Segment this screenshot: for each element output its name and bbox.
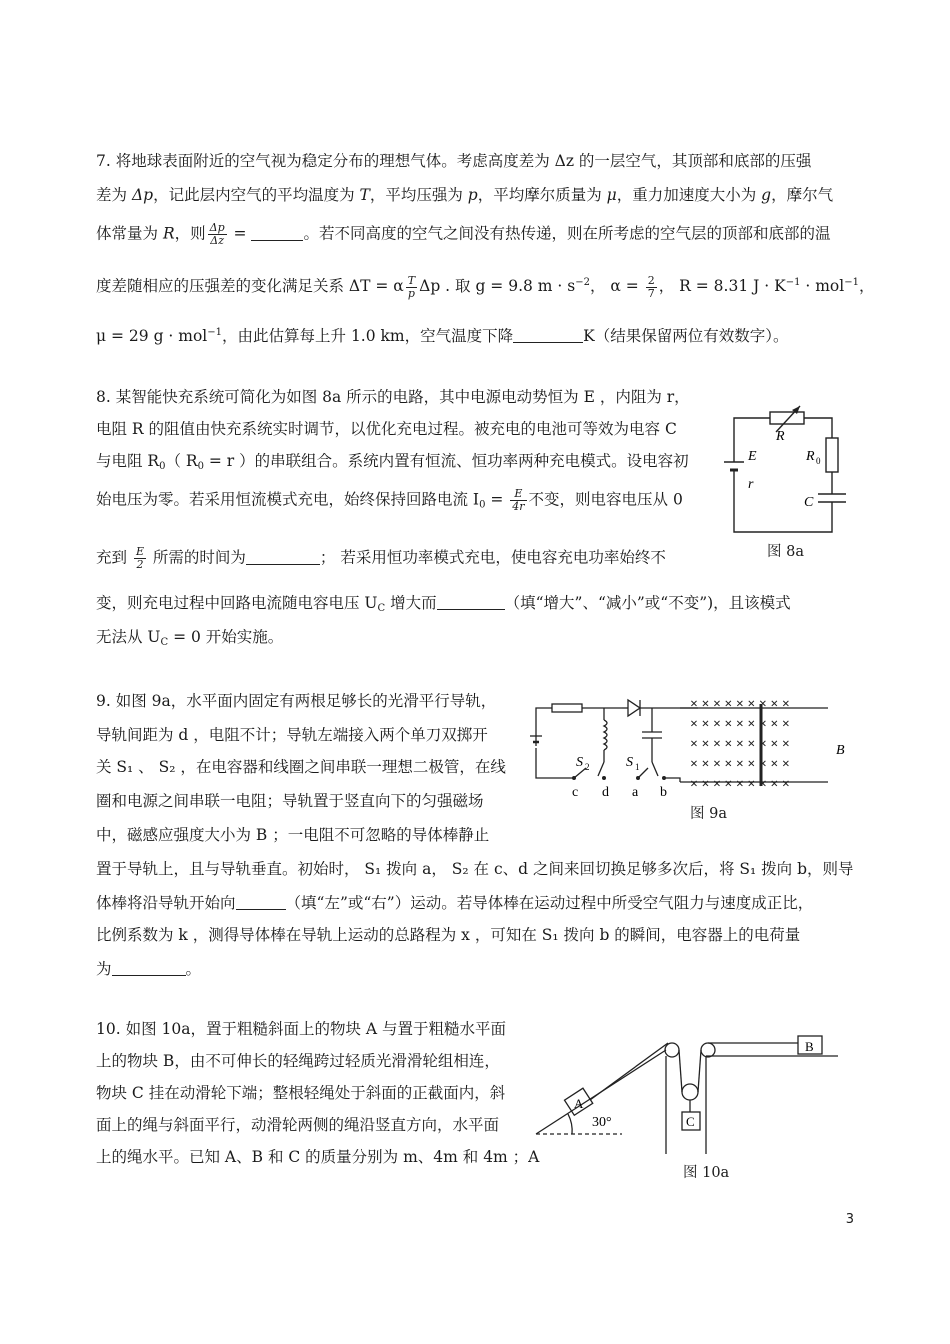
q8-line-5: 充到 $\frac{E}{2}$ 所需的时间为 ； 若采用恒功率模式充电，使电容充电功率始终不 — [96, 545, 666, 571]
q9-line-4: 圈和电源之间串联一电阻；导轨置于竖直向下的匀强磁场 — [96, 792, 484, 810]
fig9a-label-d: d — [602, 785, 609, 800]
page-number: 3 — [845, 1212, 854, 1227]
q7-line-2: 差为 Δp，记此层内空气的平均温度为 T，平均压强为 p，平均摩尔质量为 μ，重力加速度大小为 g，摩尔气 — [96, 186, 834, 204]
q9-answer-blank-2 — [112, 961, 186, 976]
fig10a-label-A: A — [574, 1096, 584, 1111]
q9-line-1: 9. 如图 9a，水平面内固定有两根足够长的光滑平行导轨， — [96, 692, 497, 710]
q7-line-3: 体常量为 R，则 $\frac{\Delta p}{\Delta z}$ = 。若不同高度的空气之间没有热传递，则在所考虑的空气层的顶部和底部的温 — [96, 221, 831, 247]
q7-fraction: $\frac{\Delta p}{\Delta z}$ — [209, 221, 225, 247]
fig9a-label-S2-sub: 2 — [585, 762, 590, 772]
figure-10a-pulleys — [532, 1028, 842, 1158]
q10-line-3: 物块 C 挂在动滑轮下端；整根轻绳处于斜面的正截面内，斜 — [96, 1084, 506, 1102]
fig8a-label-r: r — [748, 477, 754, 492]
fig9a-label-b: b — [660, 785, 667, 800]
fig10a-label-angle: 30° — [592, 1115, 612, 1130]
q9-line-7: 体棒将沿导轨开始向 （填“左”或“右”）运动。若导体棒在运动过程中所受空气阻力与速度成正比， — [96, 894, 814, 912]
q10-line-1: 10. 如图 10a，置于粗糙斜面上的物块 A 与置于粗糙水平面 — [96, 1020, 507, 1038]
q8-line-3: 与电阻 $R_0$（ $R_0 = r$ ）的串联组合。系统内置有恒流、恒功率两种充电模式。设电容初 — [96, 452, 689, 472]
q8-line-1: 8. 某智能快充系统可简化为如图 8a 所示的电路，其中电源电动势恒为 E ，内阻为 r， — [96, 388, 690, 406]
q7-line-5: μ = 29 g · mol$^{-1}$，由此估算每上升 1.0 km，空气温度下降 K（结果保留两位有效数字）。 — [96, 327, 789, 345]
figure-8a-caption: 图 8a — [767, 544, 804, 560]
q9-line-2: 导轨间距为 d ，电阻不计；导轨左端接入两个单刀双掷开 — [96, 726, 488, 744]
fig9a-label-S1-sub: 1 — [635, 762, 640, 772]
figure-9a-caption: 图 9a — [690, 806, 727, 822]
q10-line-4: 面上的绳与斜面平行，动滑轮两侧的绳沿竖直方向，水平面 — [96, 1116, 500, 1134]
q8-line-7: 无法从 $U_C = 0$ 开始实施。 — [96, 628, 284, 648]
fig8a-label-R: R — [776, 429, 785, 444]
q7-line-1: 7. 将地球表面附近的空气视为稳定分布的理想气体。考虑高度差为 Δz 的一层空气，其顶部和底部的压强 — [96, 152, 812, 170]
q9-line-6: 置于导轨上，且与导轨垂直。初始时， S₁ 拨向 a， S₂ 在 c、d 之间来回切换足够多次后，将 S₁ 拨向 b，则导 — [96, 860, 854, 878]
q9-line-3: 关 S₁ 、 S₂ ，在电容器和线圈之间串联一理想二极管，在线 — [96, 758, 506, 776]
figure-9a-circuit — [528, 690, 858, 800]
fig9a-label-a: a — [632, 785, 639, 800]
figure-10a-caption: 图 10a — [683, 1165, 730, 1181]
fig8a-label-R0-sub: 0 — [816, 456, 821, 466]
q7-answer-blank-1 — [251, 226, 303, 241]
q7-line-4: 度差随相应的压强差的变化满足关系 ΔT = α $\frac{T}{p}$ Δp . 取 g = 9.8 $m \cdot s^{-2}$， α = $\frac{2}{7}$ ， R = 8.31 $J \cdot K^{-1} \cdot mol^{-1}$， — [96, 273, 875, 300]
q8-line-2: 电阻 R 的阻值由快充系统实时调节，以优化充电过程。被充电的电池可等效为电容 C — [96, 420, 677, 438]
q7-answer-blank-2 — [513, 328, 583, 343]
svg-text:× × × × × × × × ×: × × × × × × × × × — [690, 717, 790, 732]
fig9a-label-S2: S — [576, 755, 583, 770]
fig9a-label-S1: S — [626, 755, 633, 770]
svg-text:× × × × × × × × ×: × × × × × × × × × — [690, 777, 790, 792]
fig10a-label-C: C — [686, 1114, 695, 1129]
fig8a-label-E: E — [748, 449, 757, 464]
q8-answer-blank-1 — [246, 550, 320, 565]
q8-line-4: 始电压为零。若采用恒流模式充电，始终保持回路电流 $I_0$ = $\frac{E}{4r}$ 不变，则电容电压从 0 — [96, 487, 683, 513]
fig8a-label-C: C — [804, 495, 814, 510]
q8-answer-blank-2 — [437, 595, 505, 610]
q9-line-8: 比例系数为 k ，测得导体棒在导轨上运动的总路程为 x ，可知在 S₁ 拨向 b 的瞬间，电容器上的电荷量 — [96, 926, 801, 944]
svg-text:× × × × × × × × ×: × × × × × × × × × — [690, 757, 790, 772]
fig8a-label-R0: R — [806, 449, 815, 464]
fig9a-label-B: B — [836, 743, 845, 758]
magnetic-field-crosses — [690, 697, 790, 792]
svg-text:× × × × × × × × ×: × × × × × × × × × — [690, 697, 790, 712]
fig9a-label-c: c — [572, 785, 579, 800]
svg-text:× × × × × × × × ×: × × × × × × × × × — [690, 737, 790, 752]
q10-line-2: 上的物块 B，由不可伸长的轻绳跨过轻质光滑滑轮组相连， — [96, 1052, 500, 1070]
figure-8a-circuit — [720, 398, 860, 538]
q9-line-9: 为 。 — [96, 960, 202, 978]
fig10a-label-B: B — [805, 1039, 814, 1054]
q9-line-5: 中，磁感应强度大小为 B ；一电阻不可忽略的导体棒静止 — [96, 826, 490, 844]
q10-line-5: 上的绳水平。已知 A、B 和 C 的质量分别为 m、4m 和 4m ；A — [96, 1148, 540, 1166]
q8-line-6: 变，则充电过程中回路电流随电容电压 $U_C$ 增大而 （填“增大”、“减小”或“不变”)，且该模式 — [96, 594, 791, 614]
q9-answer-blank-1 — [236, 895, 286, 910]
